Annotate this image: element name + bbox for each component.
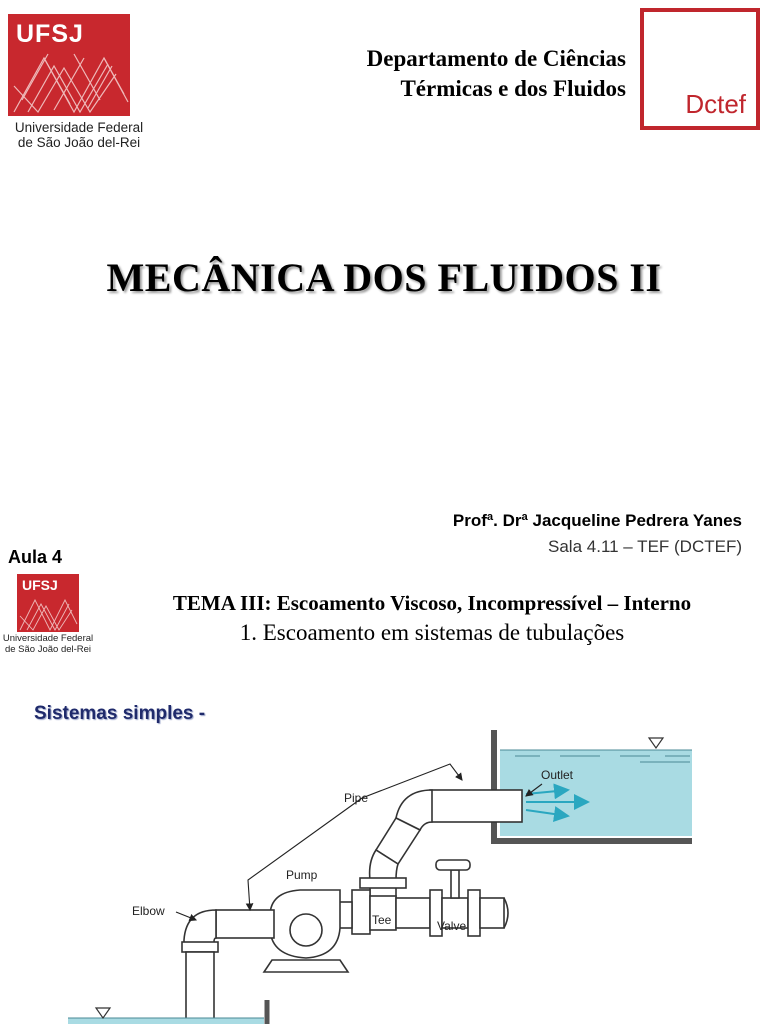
label-valve: Valve [437,919,467,933]
section-heading: Sistemas simples - [34,703,206,724]
label-elbow: Elbow [132,904,165,918]
free-surface-marker-icon [649,738,663,748]
course-title: MECÂNICA DOS FLUIDOS II [106,255,662,300]
elbow-flange [182,942,218,952]
department-title [250,44,626,104]
professor-room: Sala 4.11 – TEF (DCTEF) [548,537,742,556]
valve-handle [436,860,470,870]
pipe-network [182,790,522,1024]
ufsj-logo-text: UFSJ [16,20,84,48]
university-name-small [0,634,96,655]
suction-pipe [216,910,274,938]
piping-system-diagram [0,720,768,1024]
valve-stem [451,870,459,898]
suction-vertical-pipe [186,952,214,1024]
ufsj-logo-small-lattice [17,574,79,632]
dctef-logo-text: Dctef [685,89,746,119]
dctef-logo [640,8,760,130]
label-outlet: Outlet [541,768,574,782]
outlet-pipe [430,790,522,822]
pump-base [264,960,348,972]
label-tee: Tee [372,913,392,927]
professor-name: Profª. Drª Jacqueline Pedrera Yanes [452,511,742,530]
university-name-line2: de São João del-Rei [17,135,141,151]
lower-reservoir [68,1000,267,1024]
riser-flange [360,878,406,888]
university-name-small-line2: de São João del-Rei [4,643,92,655]
department-title-line2: Térmicas e dos Fluidos [400,76,626,101]
ufsj-logo-small-text: UFSJ [22,577,58,593]
university-name-line1: Universidade Federal [14,120,144,135]
theme-title: TEMA III: Escoamento Viscoso, Incompressível – Interno [172,591,692,615]
label-pipe: Pipe [344,791,369,805]
pipe-to-valve [396,898,430,928]
lesson-label: Aula 4 [8,547,63,567]
pipe-continuation [480,898,504,928]
ufsj-logo [8,14,130,116]
ufsj-logo-lattice [8,14,130,116]
university-name [4,120,154,150]
pump-body [270,890,340,958]
upper-reservoir [491,730,692,844]
department-title-line1: Departamento de Ciências [366,46,626,71]
lower-free-surface-marker-icon [96,1008,110,1018]
tee-left-flange [352,890,370,934]
label-pump: Pump [286,868,318,882]
theme-subtitle: 1. Escoamento em sistemas de tubulações [239,620,625,645]
ufsj-logo-small [17,574,79,632]
university-name-small-line1: Universidade Federal [2,633,94,644]
valve-flange-right [468,890,480,936]
lower-reservoir-water [68,1018,264,1024]
